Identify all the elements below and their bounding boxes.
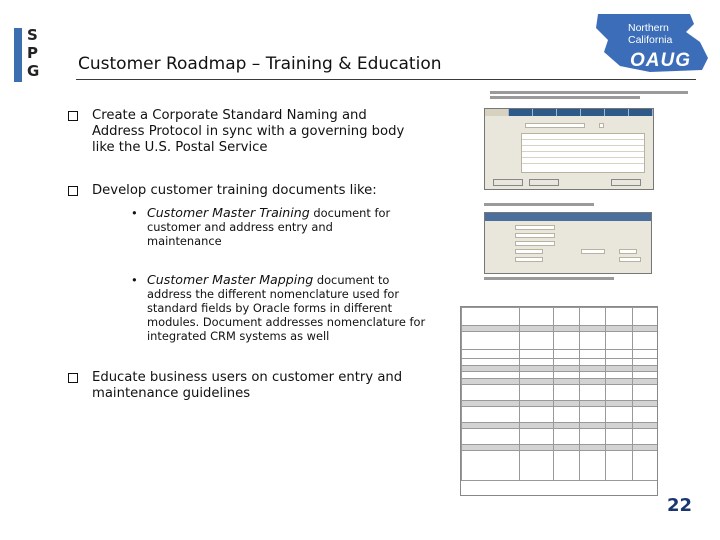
mapping-table-screenshot bbox=[460, 306, 658, 496]
form-tabs bbox=[485, 109, 653, 116]
screenshot-caption-placeholder bbox=[484, 277, 614, 280]
bullet-text: Create a Corporate Standard Naming and Address Protocol in sync with a governing body like the U.S. Postal Service bbox=[92, 108, 405, 155]
form-button bbox=[611, 179, 641, 186]
subbullet-text bbox=[131, 273, 427, 343]
spg-logo-letters bbox=[27, 26, 39, 80]
spg-letter-g: G bbox=[27, 62, 40, 80]
bullet-naming-protocol bbox=[68, 108, 408, 156]
bullet-dot-icon: • bbox=[131, 273, 138, 287]
address-form-screenshot bbox=[484, 212, 652, 274]
title-divider bbox=[76, 79, 696, 80]
form-button bbox=[529, 179, 559, 186]
checkbox-bullet-icon bbox=[68, 186, 78, 196]
spg-letter-s: S bbox=[27, 26, 38, 44]
bullet-educate-users bbox=[68, 370, 438, 402]
oaug-logo-wordmark: OAUG bbox=[630, 50, 691, 71]
subbullet-lead: Customer Master Mapping bbox=[147, 272, 314, 287]
form-field bbox=[515, 225, 555, 230]
bullet-text: Develop customer training documents like: bbox=[92, 183, 377, 198]
oaug-logo-line2: California bbox=[628, 34, 673, 46]
oaug-logo-line1: Northern bbox=[628, 22, 669, 34]
form-header-bar bbox=[485, 213, 651, 221]
checkbox-bullet-icon bbox=[68, 373, 78, 383]
form-field bbox=[515, 233, 555, 238]
customer-form-screenshot bbox=[484, 108, 654, 190]
form-field bbox=[619, 249, 637, 254]
form-grid bbox=[521, 133, 645, 173]
spg-letter-p: P bbox=[27, 44, 38, 62]
subbullet-master-mapping bbox=[131, 273, 427, 343]
subbullet-rest: document for customer and address entry and maintenance bbox=[147, 206, 391, 248]
subbullet-rest: document to address the different nomenclature used for standard fields by Oracle forms in different modules. Document addresses nomenclature for integrated CRM systems as well bbox=[147, 273, 426, 343]
screenshot-caption-placeholder bbox=[490, 90, 688, 99]
form-field bbox=[525, 123, 585, 128]
form-field bbox=[515, 241, 555, 246]
bullet-text: Educate business users on customer entry and maintenance guidelines bbox=[92, 370, 403, 401]
oaug-logo-text bbox=[628, 22, 672, 46]
slide-title: Customer Roadmap – Training & Education bbox=[78, 54, 442, 74]
form-field bbox=[515, 249, 543, 254]
page-number: 22 bbox=[667, 495, 693, 516]
bullet-dot-icon: • bbox=[131, 206, 138, 220]
subbullet-lead: Customer Master Training bbox=[147, 205, 310, 220]
oaug-logo bbox=[590, 12, 712, 76]
form-checkbox bbox=[599, 123, 604, 128]
form-field bbox=[619, 257, 641, 262]
form-field bbox=[581, 249, 605, 254]
bullet-training-docs bbox=[68, 183, 428, 199]
screenshot-caption-placeholder bbox=[484, 203, 594, 206]
subbullet-text bbox=[131, 206, 397, 248]
form-field bbox=[515, 257, 543, 262]
checkbox-bullet-icon bbox=[68, 111, 78, 121]
subbullet-master-training bbox=[131, 206, 397, 248]
spg-logo-bar bbox=[14, 28, 22, 82]
form-button bbox=[493, 179, 523, 186]
spg-logo bbox=[14, 28, 54, 82]
